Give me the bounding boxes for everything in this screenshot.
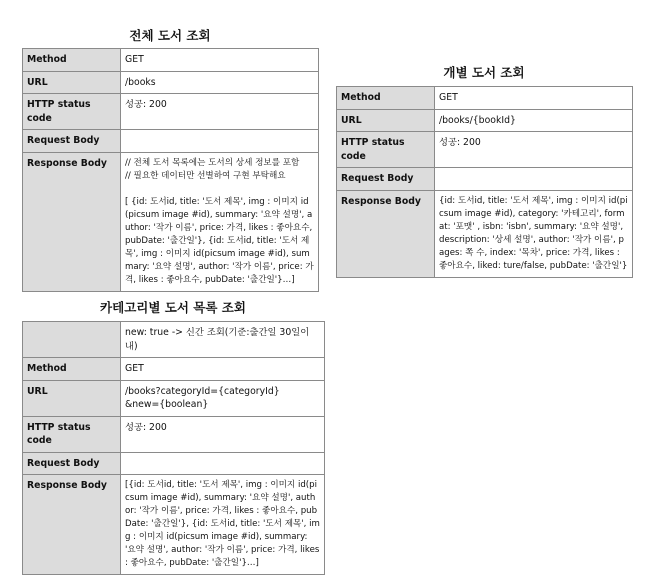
row-key: URL bbox=[23, 71, 121, 94]
row-value: /books/{bookId} bbox=[435, 109, 633, 132]
row-value: // 전체 도서 목록에는 도서의 상세 정보를 포함 // 필요한 데이터만 선별하여 구현 부탁해요 [ {id: 도서id, title: '도서 제목', img : 이미지 id(picsum image #id), summary: '요약 설명', author: '작가 이름', price: 가격, likes : 좋아요수, pubDate: '출간일'}, {id: 도서id, title: '도서 제목', img : 이미지 id(picsum image #id), summary: '요약 설명', author: '작가 이름', price: 가격, likes : 좋아요수, pubDate: '출간일'}…] bbox=[121, 152, 319, 291]
table-row bbox=[23, 416, 325, 452]
row-value: [{id: 도서id, title: '도서 제목', img : 이미지 id(picsum image #id), summary: '요약 설명', author: '작가 이름', price: 가격, likes : 좋아요수, pubDate: '출간일'}, {id: 도서id, title: '도서 제목', img : 이미지 id(picsum image #id), summary: '요약 설명', author: '작가 이름', price: 가격, likes : 좋아요수, pubDate: '출간일'}…] bbox=[121, 475, 325, 575]
row-key bbox=[23, 322, 121, 358]
row-key: HTTP status code bbox=[23, 94, 121, 130]
row-key: Request Body bbox=[337, 168, 435, 191]
row-value: 성공: 200 bbox=[121, 94, 319, 130]
table-row bbox=[23, 49, 319, 72]
row-key: Method bbox=[337, 87, 435, 110]
api-table-book-detail bbox=[336, 86, 633, 278]
row-key: URL bbox=[337, 109, 435, 132]
api-table-all-books bbox=[22, 48, 319, 292]
table-row bbox=[337, 190, 633, 277]
row-value: GET bbox=[121, 358, 325, 381]
row-key: HTTP status code bbox=[337, 132, 435, 168]
table-row bbox=[337, 168, 633, 191]
row-value: 성공: 200 bbox=[121, 416, 325, 452]
row-key: Response Body bbox=[23, 152, 121, 291]
row-value: GET bbox=[121, 49, 319, 72]
table-row bbox=[23, 71, 319, 94]
table-row bbox=[23, 452, 325, 475]
row-value bbox=[121, 452, 325, 475]
row-value: new: true -> 신간 조회(기준:출간일 30일이내) bbox=[121, 322, 325, 358]
section-title-all-books: 전체 도서 조회 bbox=[129, 28, 211, 43]
row-key: Response Body bbox=[23, 475, 121, 575]
table-row bbox=[23, 322, 325, 358]
section-title-book-detail: 개별 도서 조회 bbox=[443, 65, 525, 80]
table-row bbox=[337, 132, 633, 168]
table-row bbox=[337, 109, 633, 132]
row-value: GET bbox=[435, 87, 633, 110]
table-row bbox=[23, 152, 319, 291]
row-value: /books?categoryId={categoryId} &new={boolean} bbox=[121, 380, 325, 416]
row-key: Response Body bbox=[337, 190, 435, 277]
row-key: Request Body bbox=[23, 452, 121, 475]
row-value: {id: 도서id, title: '도서 제목', img : 이미지 id(picsum image #id), category: '카테고리', format: '포맷' , isbn: 'isbn', summary: '요약 설명', description: '상세 설명', author: '작가 이름', pages: 쪽 수, index: '목차', price: 가격, likes : 좋아요수, liked: ture/false, pubDate: '출간일'} bbox=[435, 190, 633, 277]
table-row bbox=[23, 380, 325, 416]
table-row bbox=[23, 358, 325, 381]
row-value: 성공: 200 bbox=[435, 132, 633, 168]
row-key: Method bbox=[23, 49, 121, 72]
section-title-category-books: 카테고리별 도서 목록 조회 bbox=[100, 300, 246, 315]
row-value: /books bbox=[121, 71, 319, 94]
row-key: URL bbox=[23, 380, 121, 416]
row-key: HTTP status code bbox=[23, 416, 121, 452]
row-key: Method bbox=[23, 358, 121, 381]
table-row bbox=[23, 475, 325, 575]
row-value bbox=[435, 168, 633, 191]
table-row bbox=[337, 87, 633, 110]
row-key: Request Body bbox=[23, 130, 121, 153]
api-table-category-books bbox=[22, 321, 325, 575]
row-value bbox=[121, 130, 319, 153]
table-row bbox=[23, 130, 319, 153]
table-row bbox=[23, 94, 319, 130]
